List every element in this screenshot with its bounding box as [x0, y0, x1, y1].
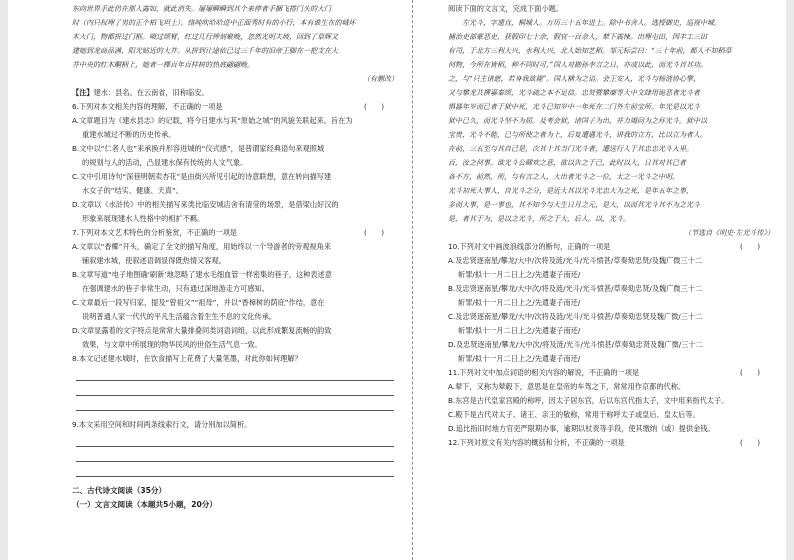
option-d: D.追比指旧时地方官吏严限期办事，逾期以杖责等手段，使其缴纳（或）提供金钱。: [448, 424, 715, 433]
option-c: C.文中引用诗句“深巷明朝卖杏花”是由街兴所见引起的诗意联想，意在转向描写建: [72, 172, 332, 181]
option-c-cont: 水女子的“结实、健康、天真”。: [82, 186, 183, 195]
passage-line: 木大门，物都拼过门框。喷过颂臂，红过几行钟刻聚晚，忽然光明夫坡，回到了草辉又: [72, 33, 338, 41]
option-c-cont: 斩罪/拟十一月二日上之/先遣妻子南还/: [458, 326, 581, 335]
passage-line: 各不方，前然，所，与有言之人，大出者光斗之一位，太之一光斗之中明。: [448, 173, 679, 181]
option-b-cont: 的规划与人的活动，凸显建水保有传统的人文气象。: [82, 158, 248, 167]
exam-page: [8, 0, 786, 560]
option-a: A.文章以“香椰”开头，确定了全文的描写角度，用始终以一个导游者的旁观视角来: [72, 242, 331, 251]
passage-line: 左光斗，字遗直，桐城人。万历三十五年进士。除中书舍人。选授御史，巡视中城。: [448, 19, 721, 27]
option-b: B.文章写道“电子地图确‘刷新’地忽略了建水毛细血管一样密集的巷子，这种表述意: [72, 270, 332, 279]
question-stem: 8.本文记述建水城时，在饮食描写上花费了大量笔墨，对此你如何理解？: [72, 354, 302, 363]
option-a-cont: 重建水城过不断的历史传承。: [82, 130, 176, 139]
option-b: B.文中以“仁者人也”来承换并形容进城的“仪式感”，是普谓家经典语句来观照城: [72, 144, 325, 153]
passage-line: 之，与“只主诸愿，若身我欲毙”。国人横为之语。会王安入，光斗与杨涟协心擎，: [448, 75, 701, 83]
option-c: C.文章最后一段写归家，提及“曾祖父”“祖母”，并以“香樟树的荫庇”作结，意在: [72, 298, 325, 307]
answer-paren: ( ): [740, 242, 760, 251]
annotation: [72, 86, 398, 100]
reading-instruction: 阅读下面的文言文，完成下面小题。: [448, 4, 564, 13]
passage-source: （节选自《明史·左光斗传》）: [684, 229, 774, 237]
passage-line: 狱中已久，而光斗坚不为屈。及考会狱，诸国子为出，并力竭问为之拜光斗。狱中以: [448, 117, 707, 125]
question-10: [448, 240, 774, 366]
option-d-cont: 效果，与文章中所展现的物华民风的世俗生活气息一致。: [82, 340, 262, 349]
passage-line: 光斗初死大事人，自光斗之分，是近大其以光斗光忠大为之死，是年五年之事，: [448, 187, 693, 195]
answer-paren: ( ): [364, 102, 384, 111]
passage-line: 时（内只权埋了男的正个柏飞坦土）。络吨吹哈哈进中正面秀时有的小行，本有谁生在的城坏: [72, 19, 356, 27]
passage-line: 百，汝之何事。欲光斗公卿欢之意，欲以告之于己，此时以大，日其对其已者: [448, 159, 686, 167]
option-d: D.文章以《水浒传》中的相关描写来类比临安城店舍有清莹的场景，是借梁山好汉的: [72, 200, 339, 209]
question-11: [448, 366, 774, 436]
passage-line: 井中央的红木酮柄上，她者一棵百年百样树的热底翩翩晚。: [72, 61, 254, 69]
subsection-heading: （一）文言文阅读（本题共5小题，20分）: [72, 500, 217, 509]
left-column: [72, 2, 398, 512]
question-stem: 6.下列对本文相关内容的理解，不正确的一项是: [72, 102, 223, 111]
passage-line: 何物，今所在皆稻，种不同时可，”国人对勘孙李言之日，亦或以此，而光斗首其功。: [448, 61, 708, 69]
question-7: [72, 226, 398, 352]
passage-line: 捕治吏部豪恶吏，获假印七十余，假官一百余人，辇下震悚。出理屯田，因丰工三田: [448, 33, 707, 41]
question-6: [72, 100, 398, 226]
option-d-cont: 斩罪/拟十一月二日上之/先遣妻子南还/: [458, 354, 581, 363]
passage-line: 惧器年岁而已者于狱中死，光斗已知岁中一年死在二门外左前宝所。年光是以光斗: [448, 103, 700, 111]
option-a: A.辇下，又称为辇毂下，意思是在皇帝的车驾之下，常常用作京都的代称。: [448, 382, 686, 391]
question-stem: 12.下列对原文有关内容的概括和分析，不正确的一项是: [448, 438, 625, 447]
option-a-cont: 斩罪/拟十一月二日上之/先遣妻子南还/: [458, 270, 581, 279]
answer-line[interactable]: [76, 381, 394, 396]
passage-line: 宝贵，光斗不能，已与所使之者为上，后复遭遇光斗，讲我的立方，比以立为者人。: [448, 131, 707, 139]
question-stem: 7.下列对本文艺术特色的分析鉴赏，不正确的一项是: [72, 228, 237, 237]
option-d: D.文章显露着的文字特点是常常大量排叠同类词语词组，以此形成繁复流畅的韵致: [72, 326, 332, 335]
passage-line: 是，者其于为，是以之光斗，所之于大，后人。以，光斗。: [448, 215, 630, 223]
option-a: A.文章题目为《建水县志》的记载，将今日建水与其“原始之城”的风貌关联起来，旨在为: [72, 116, 353, 125]
passage-line: 在前，三五至与其自己是，次其十其当门光斗者，遭送行人于其忠忠光斗入里。: [448, 145, 693, 153]
answer-line[interactable]: [76, 462, 394, 477]
passage-line: 东向世界手此仍在那人露如，就此消失。屡屡瞬瞬到其个来停者手捆飞搭门头的大门: [72, 5, 331, 13]
question-stem: 11.下列对文中加点词语的相关内容的解说，不正确的一项是: [448, 368, 640, 377]
question-stem: 9.本文采用空间和时间两条线索行文，请分别加以简析。: [72, 420, 252, 429]
question-8: [72, 352, 398, 411]
passage-source: （有删改）: [363, 75, 398, 83]
classical-passage: [448, 16, 774, 226]
option-b-cont: 斩罪/拟十一月二日上之/先遣妻子南还/: [458, 298, 581, 307]
answer-paren: ( ): [740, 368, 760, 377]
column-divider: [412, 0, 413, 560]
annotation-label: 【注】: [72, 88, 94, 97]
answer-line[interactable]: [76, 396, 394, 411]
answer-line[interactable]: [76, 447, 394, 462]
passage-line: 建她到龙商品满、阳光贴近的大井。从拼到让途依已过三千年的旧帝王脚在一把支在大: [72, 47, 338, 55]
passage-tail: [72, 2, 398, 72]
right-column: [448, 2, 774, 450]
answer-paren: ( ): [740, 438, 760, 447]
option-b-cont: 在强调建水的巷子非常生动，只有通过深地游走方可感知。: [82, 284, 269, 293]
option-a: A.及忠贤逐南星/攀龙/大中/次将及涟/光斗/光斗愤甚/草奏劾忠贤/及魏广微三十二: [448, 256, 703, 265]
passage-line: 有司，于北方三利大兴，水利大兴，北人始知艺稻。邹元标尝曰：“三十年前，都人不知稻草: [448, 47, 732, 55]
option-c-cont: 说明普通人家一代代的平凡生活蕴含着生生不息的文化传承。: [82, 312, 277, 321]
answer-paren: ( ): [364, 228, 384, 237]
question-12: [448, 436, 774, 450]
answer-line[interactable]: [76, 432, 394, 447]
question-9: [72, 418, 398, 477]
option-c: C.及忠贤逐南星/攀龙/大中/次将及涟/光斗/光斗愤甚/草奏劾忠贤及魏广微/三十二: [448, 312, 703, 321]
option-c: C.殿下是古代对太子、诸王、亲王的敬称，常用于称呼太子或皇后、皇太后等。: [448, 410, 700, 419]
annotation-text: 建水：县名。在云南省，旧称临安。: [93, 88, 209, 97]
option-b: B.及忠贤逐南星/攀龙/大中次/将及涟/光斗/光斗愤甚/草奏劾忠贤/及魏广微三十二: [448, 284, 703, 293]
passage-line: 又与攀龙共撰嘉秦颂，光斗疏之本不足信。忠贤暨攀廉等大中文肆用诡恶者光斗者: [448, 89, 700, 97]
question-stem: 10.下列对文中画波浪线部分的断句，正确的一项是: [448, 242, 611, 251]
option-d: D.及忠贤逐南星/攀龙/大中次/将及涟/光斗/光斗愤甚/草奏劾忠贤及魏广微/三十二: [448, 340, 703, 349]
option-d-cont: 形象来展现建水人性格中的相扩不羁。: [82, 214, 205, 223]
option-a-cont: 铺叙建水城，使叙述语调显得既热情又客观。: [82, 256, 226, 265]
answer-line[interactable]: [76, 366, 394, 381]
passage-line: 多而大事，是一事也，其不知今与大生日月之元，是大，以而其光斗其不为之光斗: [448, 201, 700, 209]
section-heading: 二、古代诗文阅读（35分）: [72, 486, 167, 495]
option-b: B.东宫是古代皇家宫殿的称呼，因太子居东宫，后以东宫代指太子，文中用来指代太子。: [448, 396, 729, 405]
